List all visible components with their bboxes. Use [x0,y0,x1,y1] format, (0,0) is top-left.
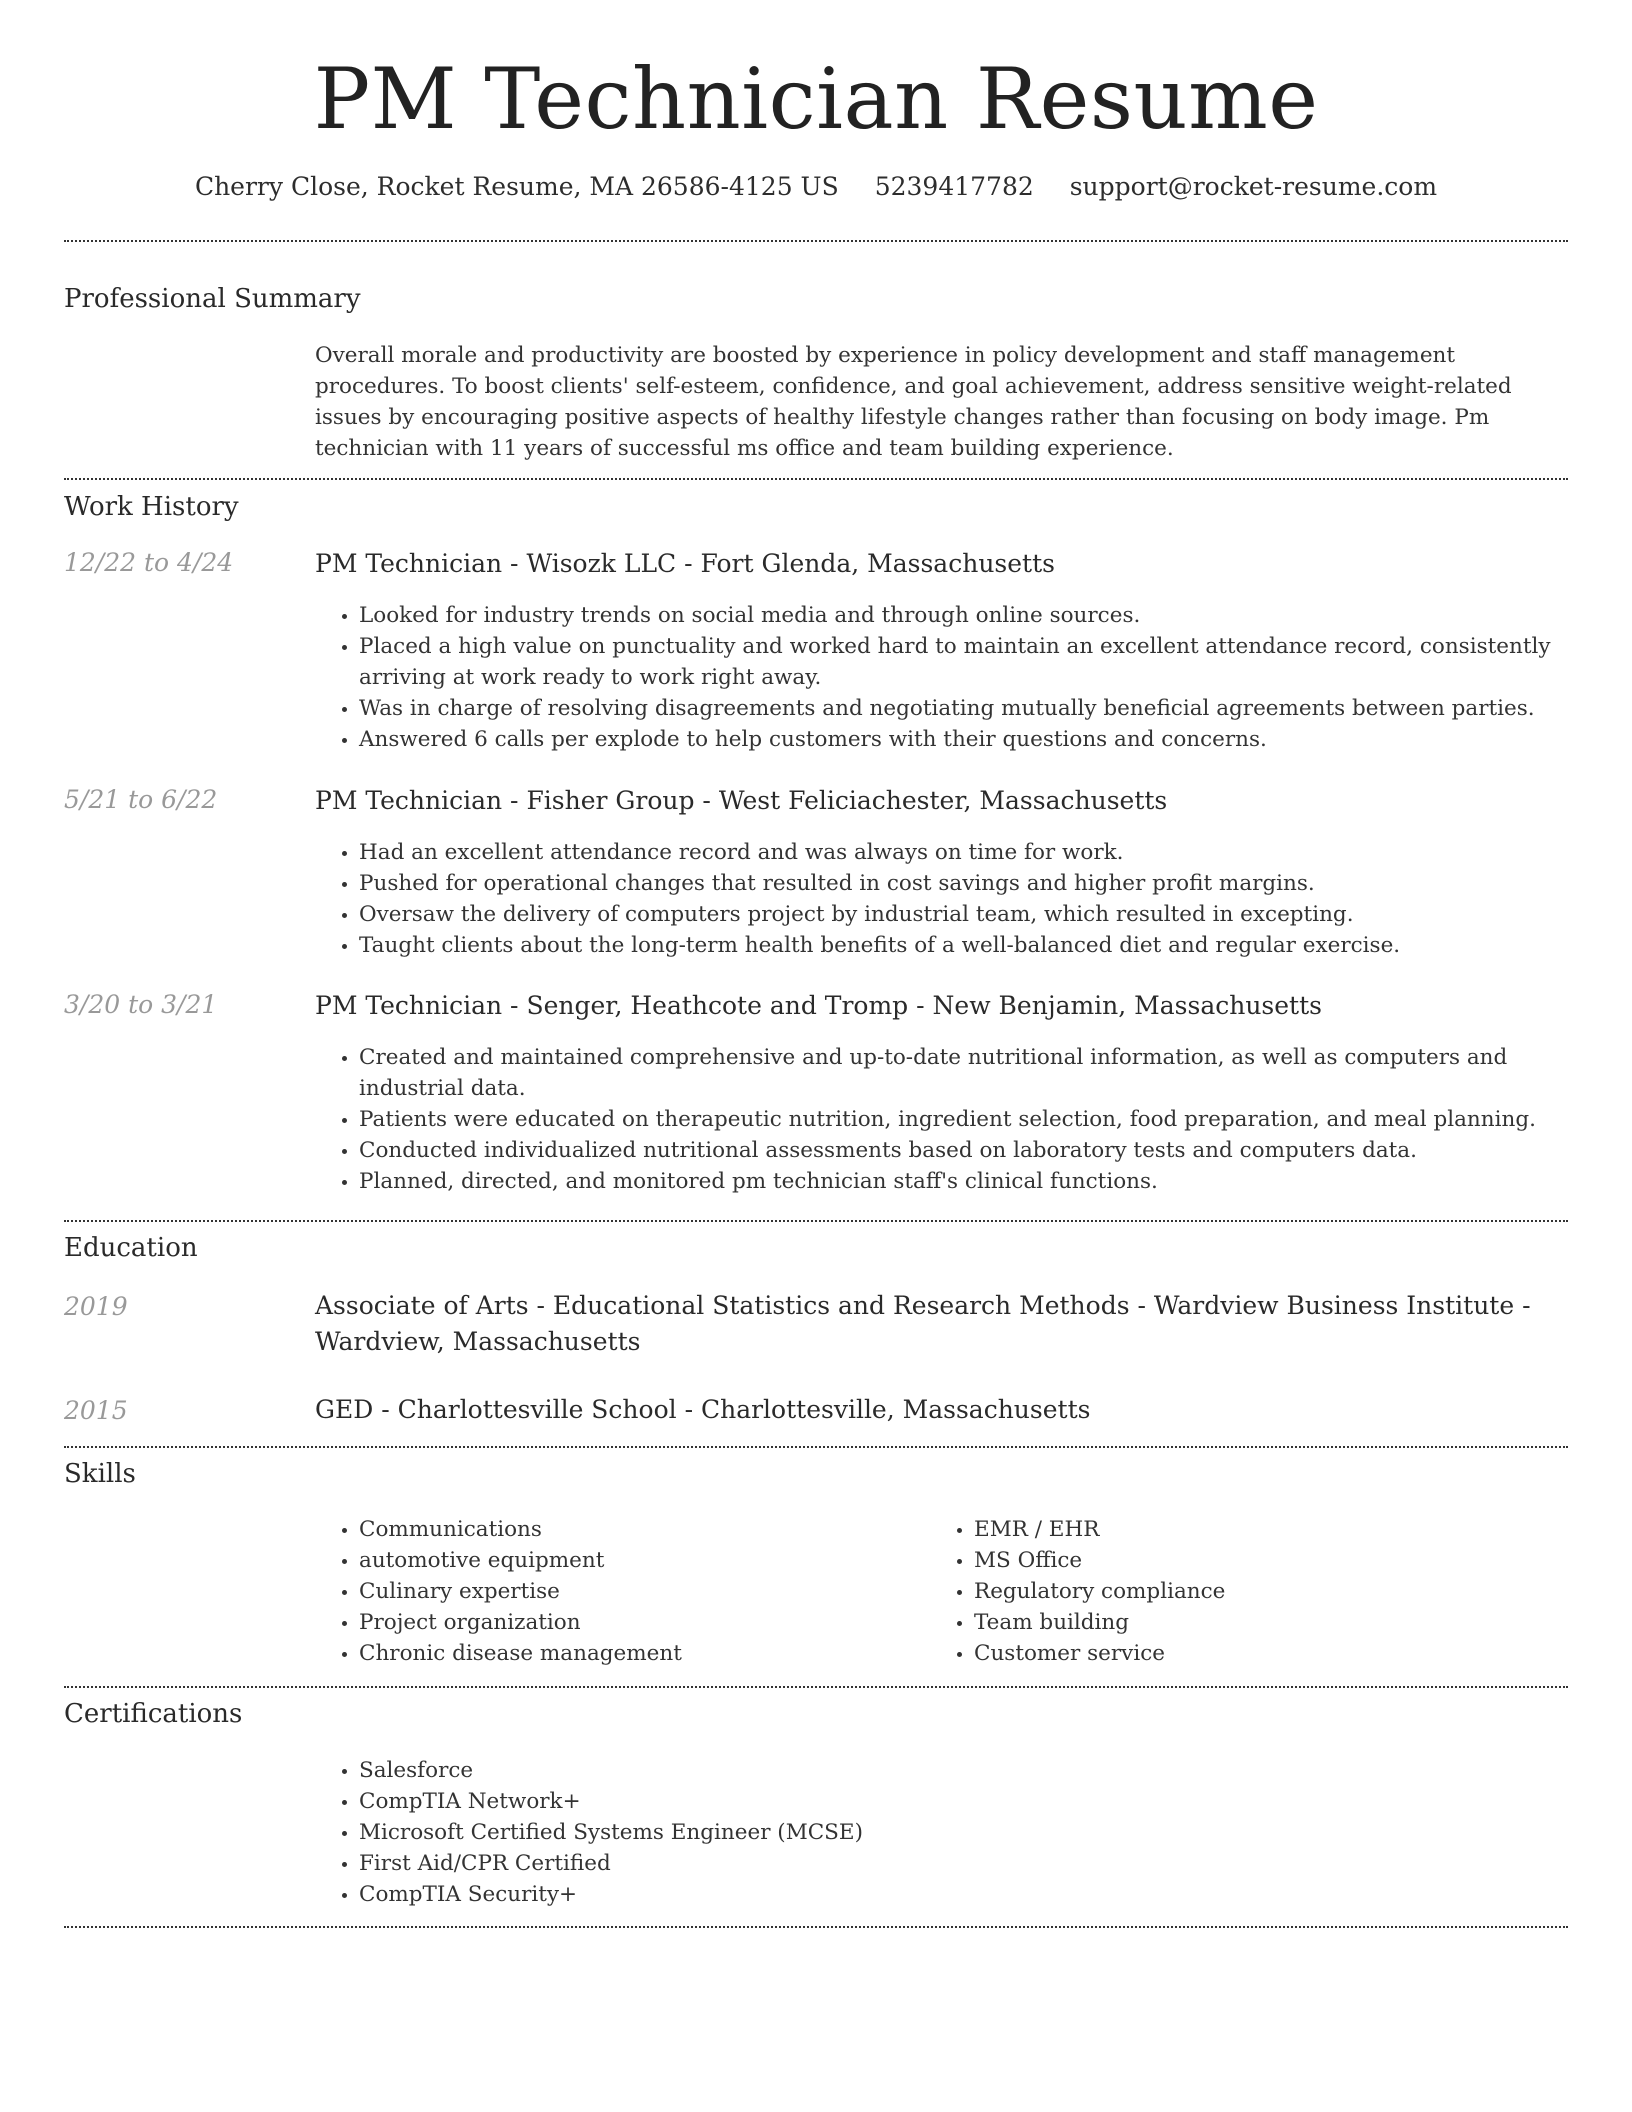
section-heading-education: Education [64,1233,198,1263]
list-item: • Oversaw the delivery of computers project by industrial team, which resulted in excepting. [359,899,1612,930]
contact-line [64,172,1568,201]
section-heading-summary: Professional Summary [64,284,361,314]
list-item: • Communications [359,1514,919,1545]
list-item: • Conducted individualized nutritional assessments based on laboratory tests and computers data. [359,1135,1612,1166]
list-item: • automotive equipment [359,1545,919,1576]
list-item: • First Aid/CPR Certified [359,1848,1612,1879]
skills-list-left [315,1514,919,1669]
list-item: • Had an excellent attendance record and was always on time for work. [359,837,1612,868]
job-dates: 3/20 to 3/21 [64,990,218,1019]
divider [64,1926,1568,1928]
job-title: PM Technician - Senger, Heathcote and Tromp - New Benjamin, Massachusetts [315,991,1322,1020]
list-item: • Regulatory compliance [974,1576,1574,1607]
list-item: • EMR / EHR [974,1514,1574,1545]
education-year: 2019 [64,1292,128,1321]
resume-title: PM Technician Resume [313,50,1319,148]
education-year: 2015 [64,1396,128,1425]
list-item: • Patients were educated on therapeutic nutrition, ingredient selection, food preparation, and meal planning. [359,1104,1612,1135]
list-item: • Was in charge of resolving disagreements and negotiating mutually beneficial agreements between parties. [359,693,1612,724]
section-heading-work: Work History [64,492,239,522]
list-item: • Microsoft Certified Systems Engineer (MCSE) [359,1817,1612,1848]
job-bullets [315,1042,1612,1197]
contact-phone: 5239417782 [874,172,1034,201]
list-item: • Looked for industry trends on social media and through online sources. [359,600,1612,631]
divider [64,1220,1568,1222]
job-title: PM Technician - Wisozk LLC - Fort Glenda, Massachusetts [315,549,1055,578]
education-entry: Associate of Arts - Educational Statistics and Research Methods - Wardview Business Institute - Wardview, Massachusetts [315,1291,1531,1356]
list-item: • CompTIA Security+ [359,1879,1612,1910]
education-entry: GED - Charlottesville School - Charlottesville, Massachusetts [315,1395,1091,1424]
contact-email: support@rocket-resume.com [1069,172,1438,201]
job-bullets [315,837,1612,961]
list-item: • Planned, directed, and monitored pm technician staff's clinical functions. [359,1166,1612,1197]
list-item: • Placed a high value on punctuality and worked hard to maintain an excellent attendance record, consistently arriving at work ready to work right away. [359,631,1612,693]
list-item: • Team building [974,1607,1574,1638]
divider [64,1446,1568,1448]
job-title: PM Technician - Fisher Group - West Feliciachester, Massachusetts [315,786,1168,815]
list-item: • Culinary expertise [359,1576,919,1607]
list-item: • Salesforce [359,1755,1612,1786]
divider [64,240,1568,242]
job-bullets [315,600,1612,755]
job-dates: 12/22 to 4/24 [64,548,234,577]
list-item: • Pushed for operational changes that resulted in cost savings and higher profit margins. [359,868,1612,899]
list-item: • Chronic disease management [359,1638,919,1669]
skills-list-right [930,1514,1574,1669]
summary-text: Overall morale and productivity are boosted by experience in policy development and staff management procedures. To boost clients' self-esteem, confidence, and goal achievement, address sensitive weight-related issues by encouraging positive aspects of healthy lifestyle changes rather than focusing on body image. Pm technician with 11 years of successful ms office and team building experience. [315,343,1512,461]
certifications-list [315,1755,1612,1910]
list-item: • Answered 6 calls per explode to help customers with their questions and concerns. [359,724,1612,755]
list-item: • Taught clients about the long-term health benefits of a well-balanced diet and regular exercise. [359,930,1612,961]
job-dates: 5/21 to 6/22 [64,785,218,814]
list-item: • MS Office [974,1545,1574,1576]
section-heading-skills: Skills [64,1459,136,1489]
list-item: • Customer service [974,1638,1574,1669]
list-item: • Project organization [359,1607,919,1638]
divider [64,1686,1568,1688]
contact-address: Cherry Close, Rocket Resume, MA 26586-4125 US [194,172,839,201]
list-item: • CompTIA Network+ [359,1786,1612,1817]
section-heading-certifications: Certifications [64,1699,243,1729]
divider [64,478,1568,480]
list-item: • Created and maintained comprehensive and up-to-date nutritional information, as well as computers and industrial data. [359,1042,1612,1104]
